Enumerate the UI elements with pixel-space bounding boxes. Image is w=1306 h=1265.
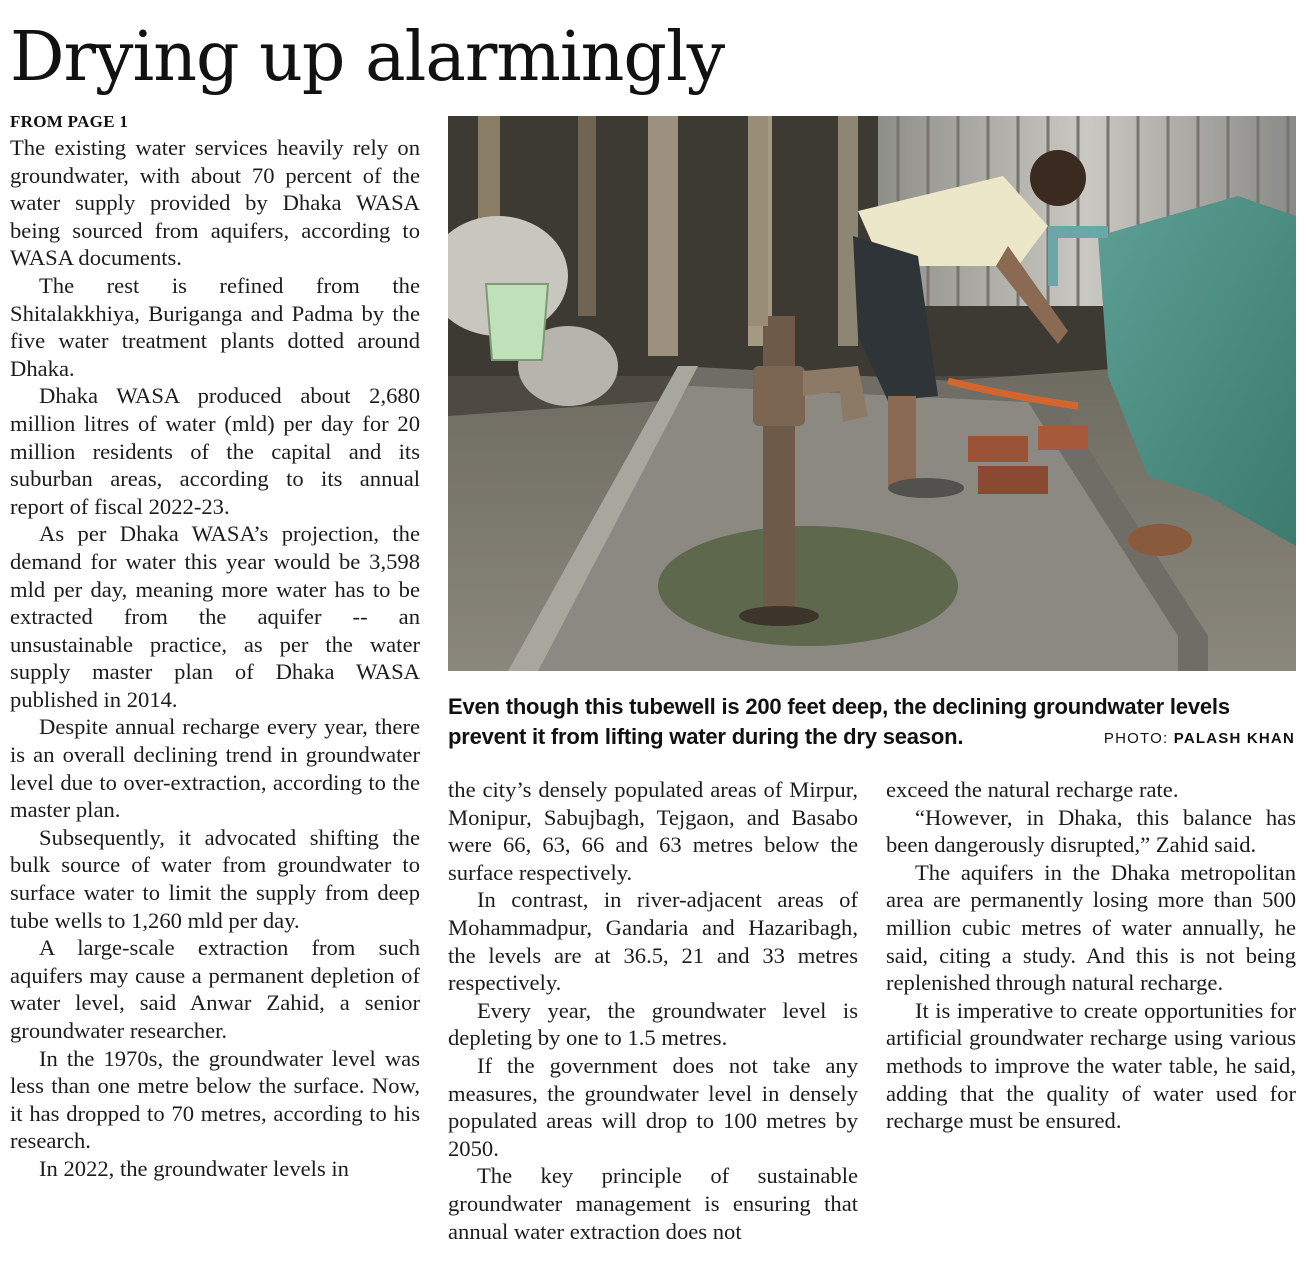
photo-credit-name: PALASH KHAN bbox=[1173, 730, 1295, 747]
photo-caption: Even though this tubewell is 200 feet deep, the declining groundwater levels prevent it from lifting water during the dry season. bbox=[448, 694, 1230, 749]
article-column-3 bbox=[886, 776, 1296, 1135]
paragraph: Every year, the groundwater level is depleting by one to 1.5 metres. bbox=[448, 997, 858, 1051]
article-column-1 bbox=[10, 110, 420, 1183]
paragraph: Dhaka WASA produced about 2,680 million litres of water (mld) per day for 20 million residents of the capital and its suburban areas, according to its annual report of fiscal 2022-23. bbox=[10, 383, 420, 519]
paragraph: The rest is refined from the Shitalakkhiya, Buriganga and Padma by the five water treatment plants dotted around Dhaka. bbox=[10, 272, 420, 381]
headline: Drying up alarmingly bbox=[10, 18, 725, 97]
article-column-2 bbox=[448, 776, 858, 1245]
photo-credit-label: PHOTO: bbox=[1103, 730, 1169, 747]
kicker-from-page-1: FROM PAGE 1 bbox=[10, 112, 129, 131]
paragraph: In the 1970s, the groundwater level was less than one metre below the surface. Now, it has dropped to 70 metres, according to his research. bbox=[10, 1045, 420, 1154]
photo-credit bbox=[1104, 730, 1295, 747]
paragraph: Subsequently, it advocated shifting the bulk source of water from groundwater to surface water to limit the supply from deep tube wells to 1,260 mld per day. bbox=[10, 824, 420, 933]
paragraph: It is imperative to create opportunities for artificial groundwater recharge using various methods to improve the water table, he said, adding that the quality of water used for recharge must be ensured. bbox=[886, 997, 1296, 1134]
paragraph: Despite annual recharge every year, there is an overall declining trend in groundwater level due to over-extraction, according to the master plan. bbox=[10, 714, 420, 823]
paragraph: A large-scale extraction from such aquifers may cause a permanent depletion of water level, said Anwar Zahid, a senior groundwater researcher. bbox=[10, 935, 420, 1043]
paragraph: In 2022, the groundwater levels in bbox=[39, 1155, 349, 1181]
paragraph: exceed the natural recharge rate. bbox=[886, 777, 1179, 802]
paragraph: If the government does not take any measures, the groundwater level in densely populated areas will drop to 100 metres by 2050. bbox=[448, 1052, 858, 1161]
paragraph: the city’s densely populated areas of Mirpur, Monipur, Sabujbagh, Tejgaon, and Basabo were 66, 63, 66 and 63 metres below the surface respectively. bbox=[448, 777, 858, 885]
paragraph: As per Dhaka WASA’s projection, the demand for water this year would be 3,598 mld per day, meaning more water has to be extracted from the aquifer -- an unsustainable practice, as per the water supply master plan of Dhaka WASA published in 2014. bbox=[10, 521, 420, 712]
paragraph: The aquifers in the Dhaka metropolitan area are permanently losing more than 500 million cubic metres of water annually, he said, citing a study. And this is not being replenished through natural recharge. bbox=[886, 859, 1296, 996]
paragraph: In contrast, in river-adjacent areas of Mohammadpur, Gandaria and Hazaribagh, the levels are at 36.5, 21 and 33 metres respectively. bbox=[448, 887, 858, 996]
paragraph: The existing water services heavily rely on groundwater, with about 70 percent of the water supply provided by Dhaka WASA being sourced from aquifers, according to WASA documents. bbox=[10, 135, 420, 271]
paragraph: “However, in Dhaka, this balance has been dangerously disrupted,” Zahid said. bbox=[886, 804, 1296, 858]
tubewell-photo bbox=[448, 116, 1296, 671]
paragraph: The key principle of sustainable groundwater management is ensuring that annual water extraction does not bbox=[448, 1163, 858, 1244]
